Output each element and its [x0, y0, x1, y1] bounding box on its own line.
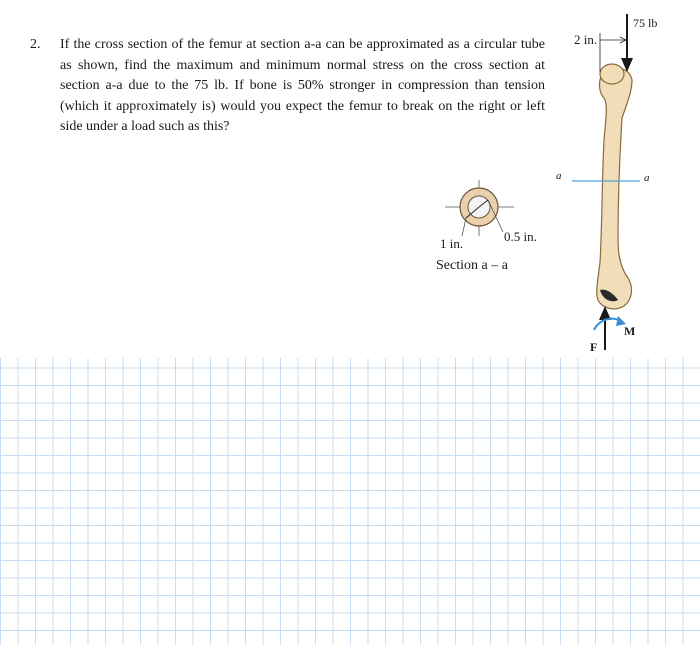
section-caption: Section a – a	[436, 258, 508, 273]
moment-label: M	[624, 324, 636, 338]
inner-diameter-label: 0.5 in.	[504, 229, 537, 244]
femur-diagram	[572, 14, 640, 350]
outer-leader	[462, 218, 466, 236]
femoral-head	[600, 64, 624, 84]
outer-diameter-label: 1 in.	[440, 236, 464, 251]
femur-bone	[597, 68, 632, 309]
section-mark-left: a	[556, 170, 562, 182]
problem-text: If the cross section of the femur at section a-a can be approximated as a circular tube as shown, find the maximum and minimum normal stress on the cross section at section a-a due to the 75 lb. If bone is 50% stronger in compression than tension (which it approximately is) would you expect the femur to break on the right or left side under a load such as this?	[60, 37, 545, 134]
problem-number: 2.	[30, 37, 41, 52]
force-label: F	[590, 340, 598, 354]
offset-label: 2 in.	[574, 32, 598, 47]
load-label: 75 lb	[633, 16, 658, 30]
section-mark-right: a	[644, 172, 650, 184]
cross-section-diagram	[445, 180, 514, 236]
